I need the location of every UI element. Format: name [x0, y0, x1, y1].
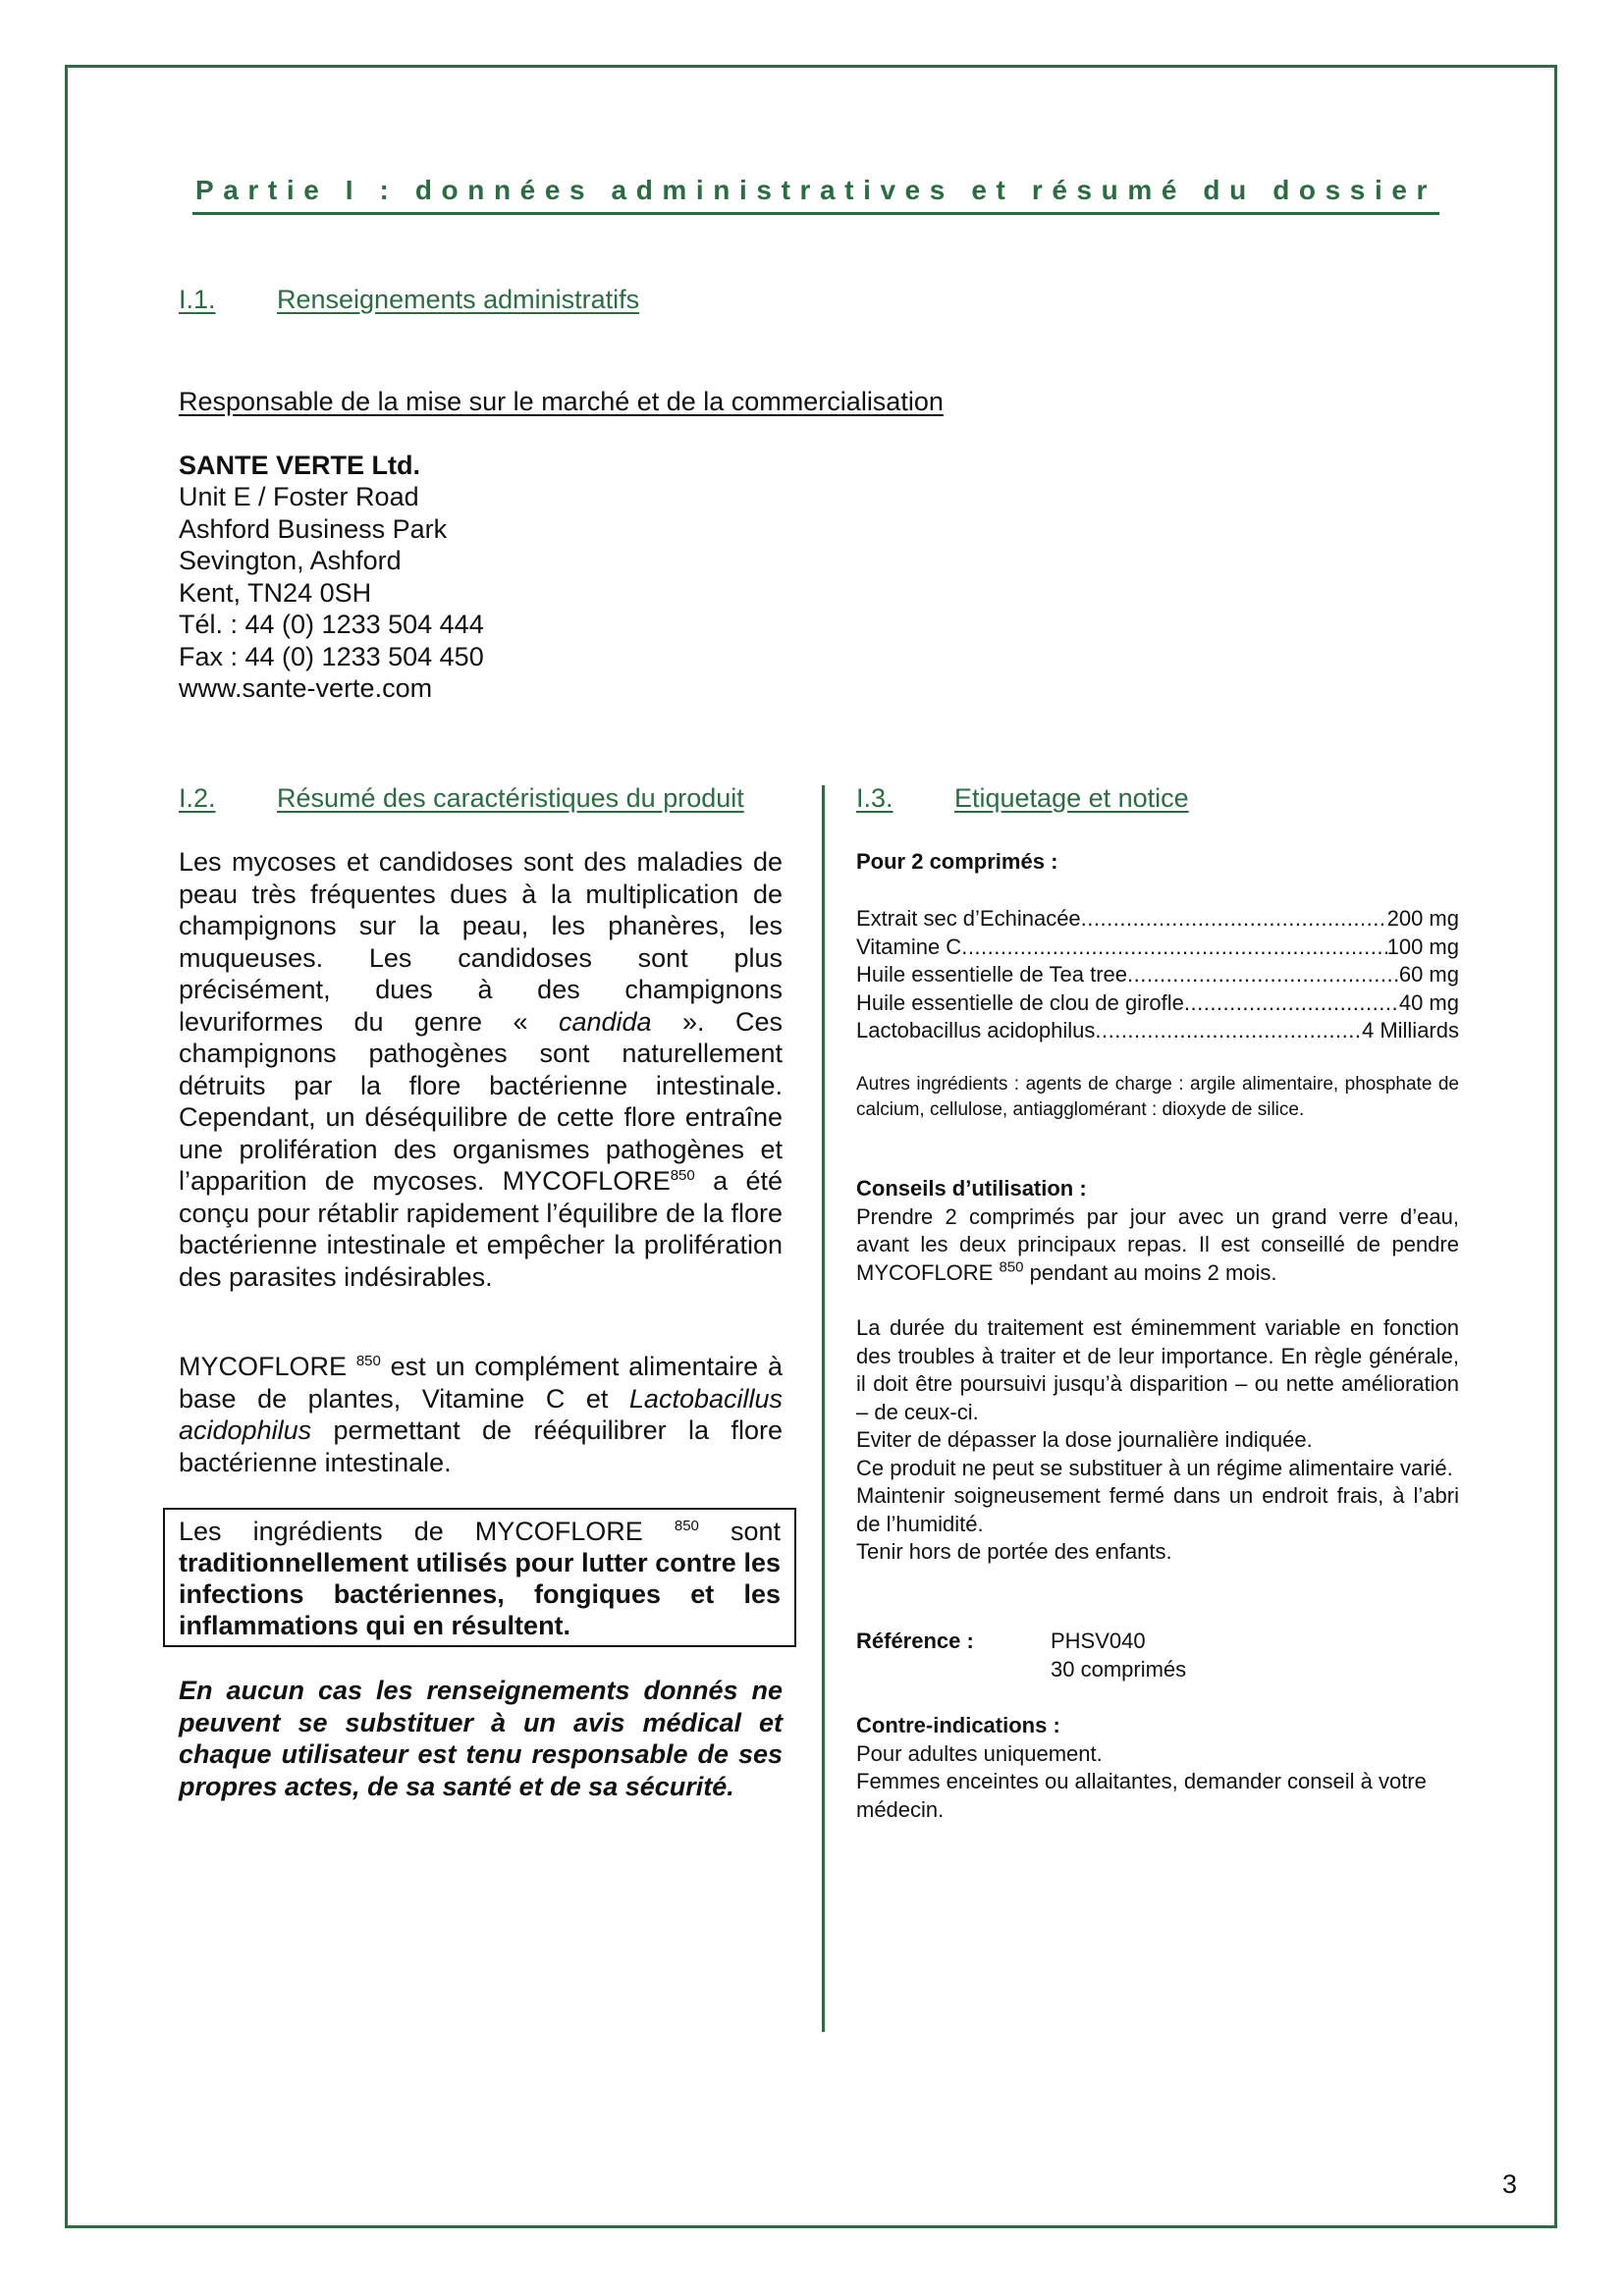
section-3-number: I.3. — [856, 783, 893, 813]
section-1-number: I.1. — [179, 285, 216, 314]
reference-label: Référence : — [856, 1629, 974, 1653]
address-line: Sevington, Ashford — [179, 546, 402, 575]
ingredient-row: Huile essentielle de clou de girofle ..... 40 mg — [856, 989, 1459, 1018]
reference-code: PHSV040 — [1051, 1629, 1146, 1653]
contraindication-item: Pour adultes uniquement. — [856, 1740, 1103, 1766]
section-2-number: I.2. — [179, 783, 216, 813]
responsible-block — [179, 386, 944, 705]
address-line: Unit E / Foster Road — [179, 482, 419, 511]
reference-block — [856, 1628, 1459, 1683]
contraindications-heading: Contre-indications : — [856, 1713, 1060, 1737]
reference-quantity: 30 comprimés — [1051, 1656, 1187, 1682]
column-divider — [822, 785, 825, 2032]
usage-heading: Conseils d’utilisation : — [856, 1176, 1087, 1201]
contraindication-item: Femmes enceintes ou allaitantes, demander conseil à votre médecin. — [856, 1769, 1427, 1822]
contraindications — [856, 1712, 1459, 1824]
page-title: Partie I : données administratives et résumé du dossier — [194, 175, 1437, 205]
medical-warning: En aucun cas les renseignements donnés ne peuvent se substituer à un avis médical et chaque utilisateur est tenu responsable de ses propres actes, de sa santé et de sa sécurité. — [179, 1676, 783, 1801]
page-number: 3 — [1502, 2169, 1518, 2199]
other-ingredients: Autres ingrédients : agents de charge : argile alimentaire, phosphate de calcium, cellulose, antiagglomérant : dioxyde de silice. — [856, 1074, 1459, 1120]
dose-warning: Eviter de dépasser la dose journalière indiquée. — [856, 1427, 1313, 1452]
section-2-label: Résumé des caractéristiques du produit — [277, 783, 744, 813]
section-3-label: Etiquetage et notice — [954, 783, 1189, 813]
phone-line: Tél. : 44 (0) 1233 504 444 — [179, 610, 484, 639]
section-1-heading — [179, 285, 639, 315]
ingredient-row: Vitamine C ..... 100 mg — [856, 934, 1459, 962]
section-2-heading — [179, 783, 744, 814]
children-warning: Tenir hors de portée des enfants. — [856, 1539, 1172, 1564]
ingredient-row: Extrait sec d’Echinacée ..... 200 mg — [856, 905, 1459, 934]
title-underline — [192, 212, 1439, 215]
website-link: www.sante-verte.com — [179, 673, 433, 703]
section-1-label: Renseignements administratifs — [277, 285, 640, 314]
storage-instructions: Maintenir soigneusement fermé dans un endroit frais, à l’abri de l’humidité. — [856, 1483, 1459, 1536]
product-description-paragraph: MYCOFLORE $^{850}$ est un complément alimentaire à base de plantes, Vitamine C et Lactobacillus acidophilus permettant de rééquilibrer la flore bactérienne intestinale. — [179, 1352, 783, 1477]
address-line: Ashford Business Park — [179, 513, 448, 544]
fax-line: Fax : 44 (0) 1233 504 450 — [179, 641, 484, 671]
ingredient-row: Lactobacillus acidophilus ..... 4 Milliards — [856, 1017, 1459, 1045]
company-name: SANTE VERTE Ltd. — [179, 450, 421, 480]
substitute-warning: Ce produit ne peut se substituer à un régime alimentaire varié. — [856, 1455, 1453, 1480]
treatment-duration: La durée du traitement est éminemment variable en fonction des troubles à traiter et de leur importance. En règle générale, il doit être poursuivi jusqu’à disparition – ou nette amélioration – de ceux-ci. — [856, 1315, 1459, 1424]
usage-advice: Conseils d’utilisation : Prendre 2 comprimés par jour avec un grand verre d’eau, avant les deux principaux repas. Il est conseillé de pendre MYCOFLORE $^{850}$ pendant au moins 2 mois. La durée du traitement est éminemment variable en fonction des troubles à traiter et de leur importance. En règle générale, il doit être poursuivi jusqu’à disparition – ou nette amélioration – de ceux-ci. Eviter de dépasser la dose journalière indiquée. Ce produit ne peut se substituer à un régime alimentaire varié. Maintenir soigneusement fermé dans un endroit frais, à l’abri de l’humidité. Tenir hors de portée des enfants. — [856, 1175, 1459, 1567]
ingredients-list — [856, 905, 1459, 1045]
dose-heading: Pour 2 comprimés : — [856, 849, 1058, 874]
section-3-heading — [856, 783, 1189, 814]
ingredient-row: Huile essentielle de Tea tree ..... 60 mg — [856, 961, 1459, 989]
product-summary-paragraph: Les mycoses et candidoses sont des maladies de peau très fréquentes dues à la multiplication de champignons sur la peau, les phanères, les muqueuses. Les candidoses sont plus précisément, dues à des champignons levuriformes du genre « candida ». Ces champignons pathogènes sont naturellement détruits par la flore bactérienne intestinale. Cependant, un déséquilibre de cette flore entraîne une prolifération des organismes pathogènes et l’apparition de mycoses. MYCOFLORE$^{850}$ a été conçu pour rétablir rapidement l’équilibre de la flore bactérienne intestinale et empêcher la prolifération des parasites indésirables. — [179, 847, 783, 1292]
responsible-heading: Responsable de la mise sur le marché et de la commercialisation — [179, 387, 944, 416]
ingredients-usage-box: Les ingrédients de MYCOFLORE $^{850}$ sont traditionnellement utilisés pour lutter contre les infections bactériennes, fongiques et les inflammations qui en résultent. — [163, 1508, 796, 1647]
address-line: Kent, TN24 0SH — [179, 577, 372, 608]
